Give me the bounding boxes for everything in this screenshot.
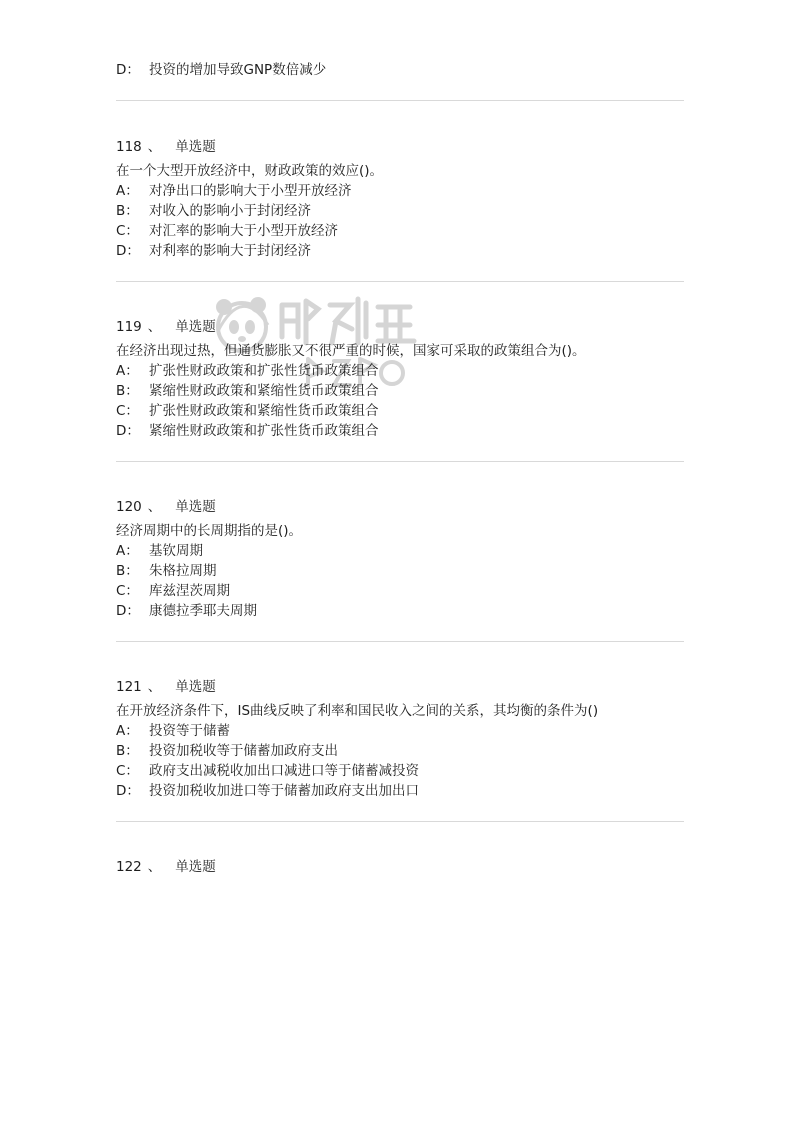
option-c [116, 402, 379, 420]
option-a [116, 182, 352, 200]
option-letter: D： [116, 62, 140, 78]
option-letter: B： [116, 743, 139, 759]
question-stem: 在经济出现过热，但通货膨胀又不很严重的时候，国家可采取的政策组合为()。 [116, 343, 586, 359]
question-stem: 在开放经济条件下，IS曲线反映了利率和国民收入之间的关系，其均衡的条件为() [116, 703, 599, 719]
option-c [116, 762, 419, 780]
question-separator: 、 [147, 679, 162, 695]
option-text: 康德拉季耶夫周期 [149, 603, 257, 619]
question-number: 119 [116, 319, 142, 335]
question-stem: 经济周期中的长周期指的是()。 [116, 523, 303, 539]
option-text: 对利率的影响大于封闭经济 [149, 243, 311, 259]
option-text: 紧缩性财政政策和扩张性货币政策组合 [149, 423, 379, 439]
question-separator: 、 [147, 499, 162, 515]
option-text: 基钦周期 [149, 543, 203, 559]
question-type: 单选题 [175, 499, 216, 515]
option-text: 投资等于储蓄 [149, 723, 230, 739]
question-stem: 在一个大型开放经济中，财政政策的效应()。 [116, 163, 384, 179]
option-b [116, 382, 379, 400]
option-letter: B： [116, 563, 139, 579]
option-d-prev [116, 61, 326, 79]
option-text: 投资的增加导致GNP数倍减少 [149, 62, 327, 78]
option-text: 对收入的影响小于封闭经济 [149, 203, 311, 219]
option-text: 投资加税收加进口等于储蓄加政府支出加出口 [149, 783, 419, 799]
question-type: 单选题 [175, 679, 216, 695]
divider [116, 641, 684, 642]
option-letter: A： [116, 363, 139, 379]
option-a [116, 722, 230, 740]
option-b [116, 202, 311, 220]
divider [116, 281, 684, 282]
option-text: 对汇率的影响大于小型开放经济 [149, 223, 338, 239]
option-letter: C： [116, 583, 139, 599]
question-number: 121 [116, 679, 142, 695]
option-d [116, 242, 311, 260]
option-letter: D： [116, 783, 140, 799]
option-letter: D： [116, 423, 140, 439]
question-header-122 [116, 858, 216, 876]
question-separator: 、 [147, 319, 162, 335]
option-c [116, 222, 338, 240]
question-header-119 [116, 318, 216, 336]
option-b [116, 742, 338, 760]
option-letter: D： [116, 243, 140, 259]
option-letter: C： [116, 403, 139, 419]
question-type: 单选题 [175, 139, 216, 155]
option-a [116, 542, 203, 560]
option-letter: A： [116, 723, 139, 739]
option-text: 扩张性财政政策和紧缩性货币政策组合 [149, 403, 379, 419]
question-number: 122 [116, 859, 142, 875]
question-header-121 [116, 678, 216, 696]
question-separator: 、 [147, 139, 162, 155]
question-header-118 [116, 138, 216, 156]
option-text: 库兹涅茨周期 [149, 583, 230, 599]
option-text: 扩张性财政政策和扩张性货币政策组合 [149, 363, 379, 379]
option-text: 紧缩性财政政策和紧缩性货币政策组合 [149, 383, 379, 399]
question-type: 单选题 [175, 319, 216, 335]
option-d [116, 422, 379, 440]
divider [116, 100, 684, 101]
divider [116, 461, 684, 462]
question-number: 120 [116, 499, 142, 515]
option-a [116, 362, 379, 380]
option-letter: C： [116, 223, 139, 239]
option-letter: B： [116, 203, 139, 219]
option-c [116, 582, 230, 600]
question-number: 118 [116, 139, 142, 155]
option-b [116, 562, 217, 580]
option-text: 朱格拉周期 [149, 563, 217, 579]
option-letter: D： [116, 603, 140, 619]
option-letter: A： [116, 543, 139, 559]
option-letter: A： [116, 183, 139, 199]
option-letter: C： [116, 763, 139, 779]
option-letter: B： [116, 383, 139, 399]
option-d [116, 782, 419, 800]
option-text: 对净出口的影响大于小型开放经济 [149, 183, 352, 199]
question-separator: 、 [147, 859, 162, 875]
question-type: 单选题 [175, 859, 216, 875]
question-header-120 [116, 498, 216, 516]
option-d [116, 602, 257, 620]
option-text: 政府支出减税收加出口减进口等于储蓄减投资 [149, 763, 419, 779]
divider [116, 821, 684, 822]
option-text: 投资加税收等于储蓄加政府支出 [149, 743, 338, 759]
